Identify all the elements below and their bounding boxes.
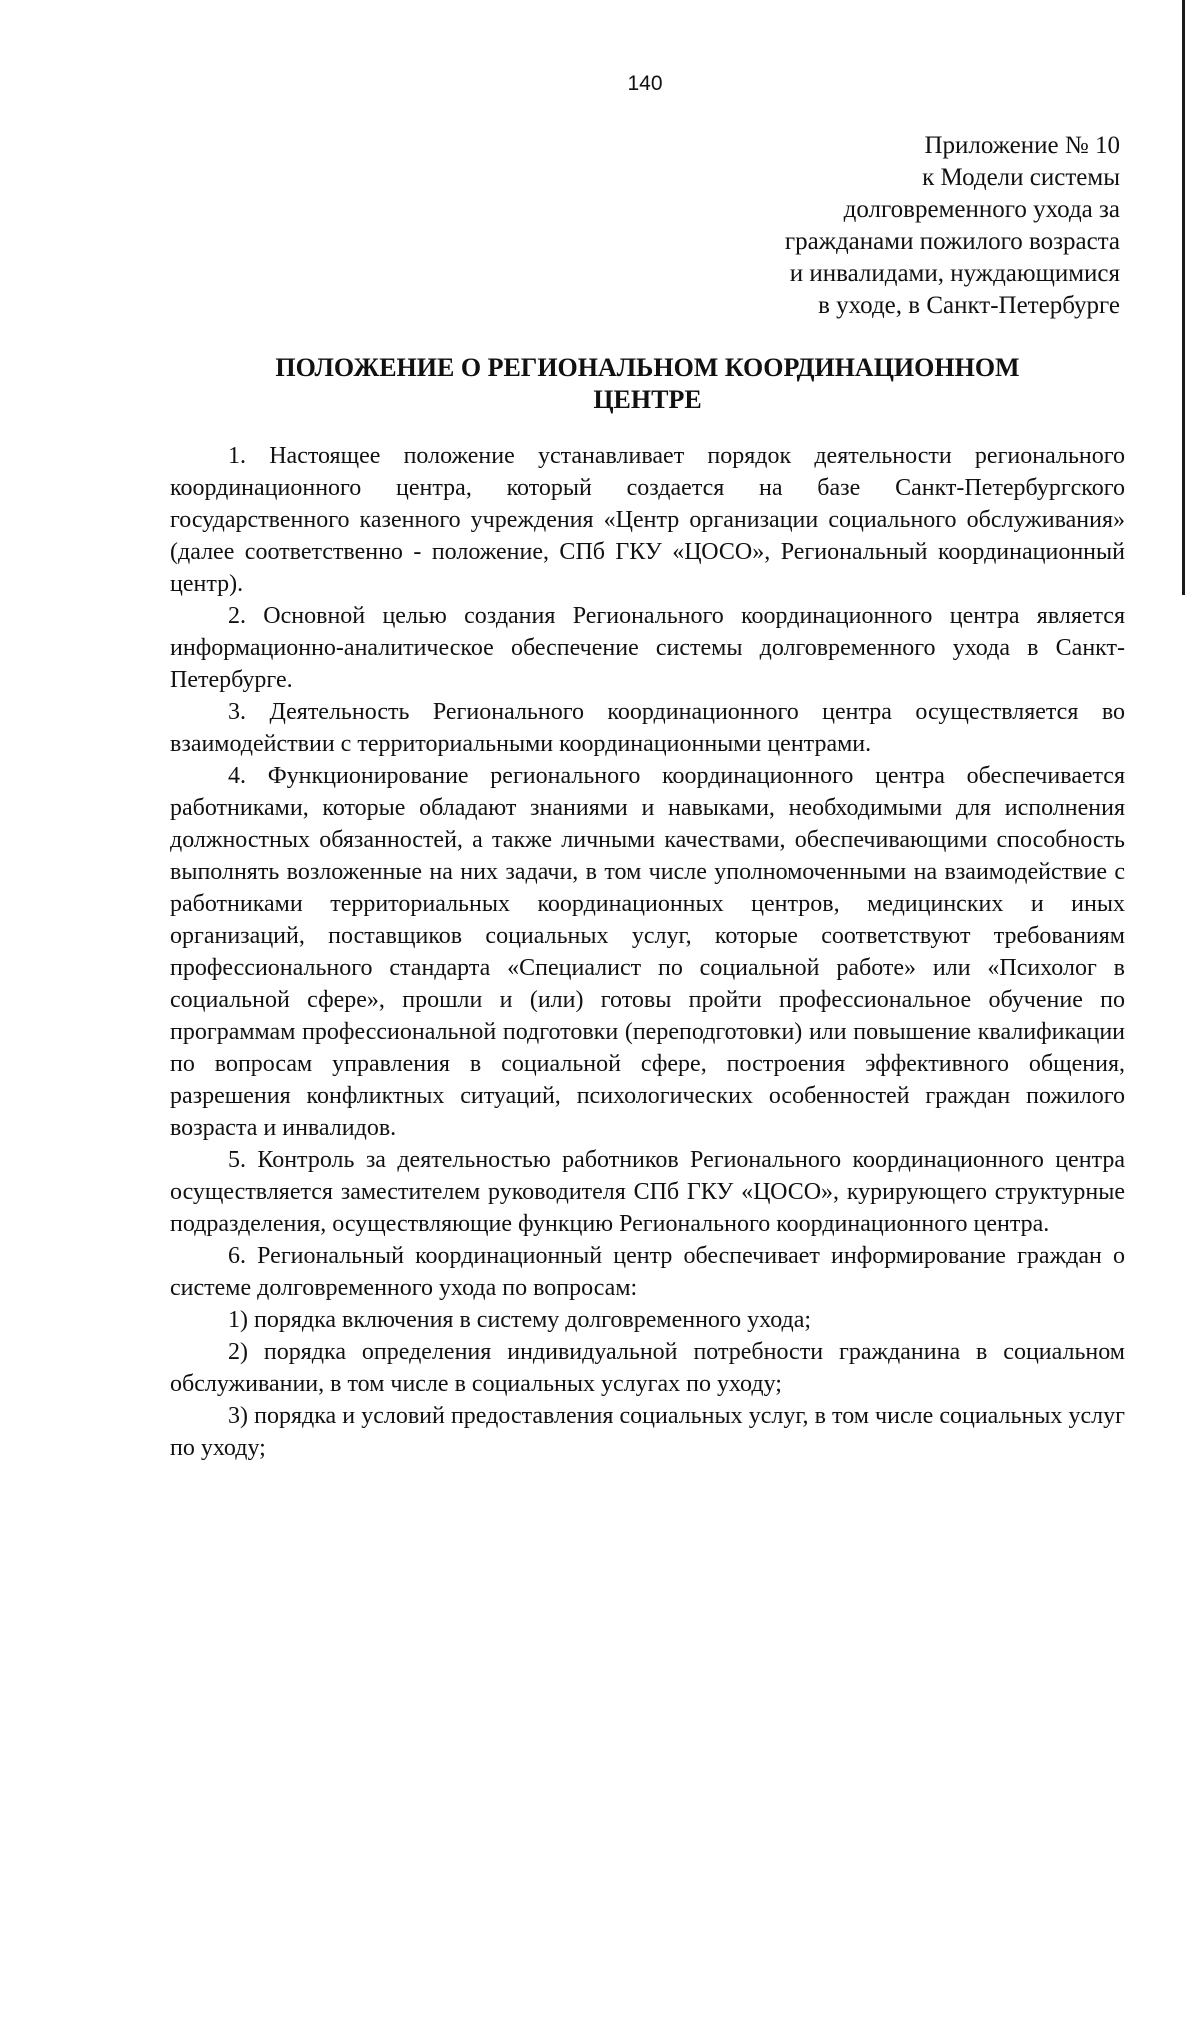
document-title: [170, 352, 1125, 416]
appendix-line: гражданами пожилого возраста: [784, 228, 1120, 255]
list-item-3: 3) порядка и условий предоставления социальных услуг, в том числе социальных услуг по уходу;: [170, 1403, 1125, 1461]
paragraph-4: 4. Функционирование регионального координационного центра обеспечивается работниками, которые обладают знаниями и навыками, необходимыми для исполнения должностных обязанностей, а также личными качествами, обеспечивающими способность выполнять возложенные на них задачи, в том числе уполномоченными на взаимодействие с работниками территориальных координационных центров, медицинских и иных организаций, поставщиков социальных услуг, которые соответствуют требованиям профессионального стандарта «Специалист по социальной работе» или «Психолог в социальной сфере», прошли и (или) готовы пройти профессиональное обучение по программам профессиональной подготовки (переподготовки) или повышение квалификации по вопросам управления в социальной сфере, построения эффективного общения, разрешения конфликтных ситуаций, психологических особенностей граждан пожилого возраста и инвалидов.: [170, 763, 1125, 1141]
paragraph-6: 6. Региональный координационный центр обеспечивает информирование граждан о системе долговременного ухода по вопросам:: [170, 1243, 1125, 1301]
appendix-line: в уходе, в Санкт-Петербурге: [818, 292, 1120, 319]
appendix-line: Приложение № 10: [924, 132, 1120, 159]
page-number: 140: [627, 72, 663, 95]
appendix-line: долговременного ухода за: [843, 196, 1120, 223]
appendix-line: и инвалидами, нуждающимися: [789, 260, 1120, 287]
paragraph-1: 1. Настоящее положение устанавливает порядок деятельности регионального координационного центра, который создается на базе Санкт-Петербургского государственного казенного учреждения «Центр организации социального обслуживания» (далее соответственно - положение, СПб ГКУ «ЦОСО», Региональный координационный центр).: [170, 443, 1125, 597]
paragraph-2: 2. Основной целью создания Регионального координационного центра является информационно-аналитическое обеспечение системы долговременного ухода в Санкт-Петербурге.: [170, 603, 1125, 693]
list-item-2: 2) порядка определения индивидуальной потребности гражданина в социальном обслуживании, в том числе в социальных услугах по уходу;: [170, 1339, 1125, 1397]
document-body: [170, 440, 1125, 1464]
paragraph-3: 3. Деятельность Регионального координационного центра осуществляется во взаимодействии с территориальными координационными центрами.: [170, 699, 1125, 757]
paragraph-5: 5. Контроль за деятельностью работников Регионального координационного центра осуществляется заместителем руководителя СПб ГКУ «ЦОСО», курирующего структурные подразделения, осуществляющие функцию Регионального координационного центра.: [170, 1147, 1125, 1237]
document-title-line-1: ПОЛОЖЕНИЕ О РЕГИОНАЛЬНОМ КООРДИНАЦИОННОМ: [275, 353, 1020, 382]
appendix-block: [785, 130, 1120, 322]
appendix-line: к Модели системы: [922, 164, 1120, 191]
list-item-1: 1) порядка включения в систему долговременного ухода;: [228, 1307, 812, 1333]
document-title-line-2: ЦЕНТРЕ: [593, 385, 702, 414]
